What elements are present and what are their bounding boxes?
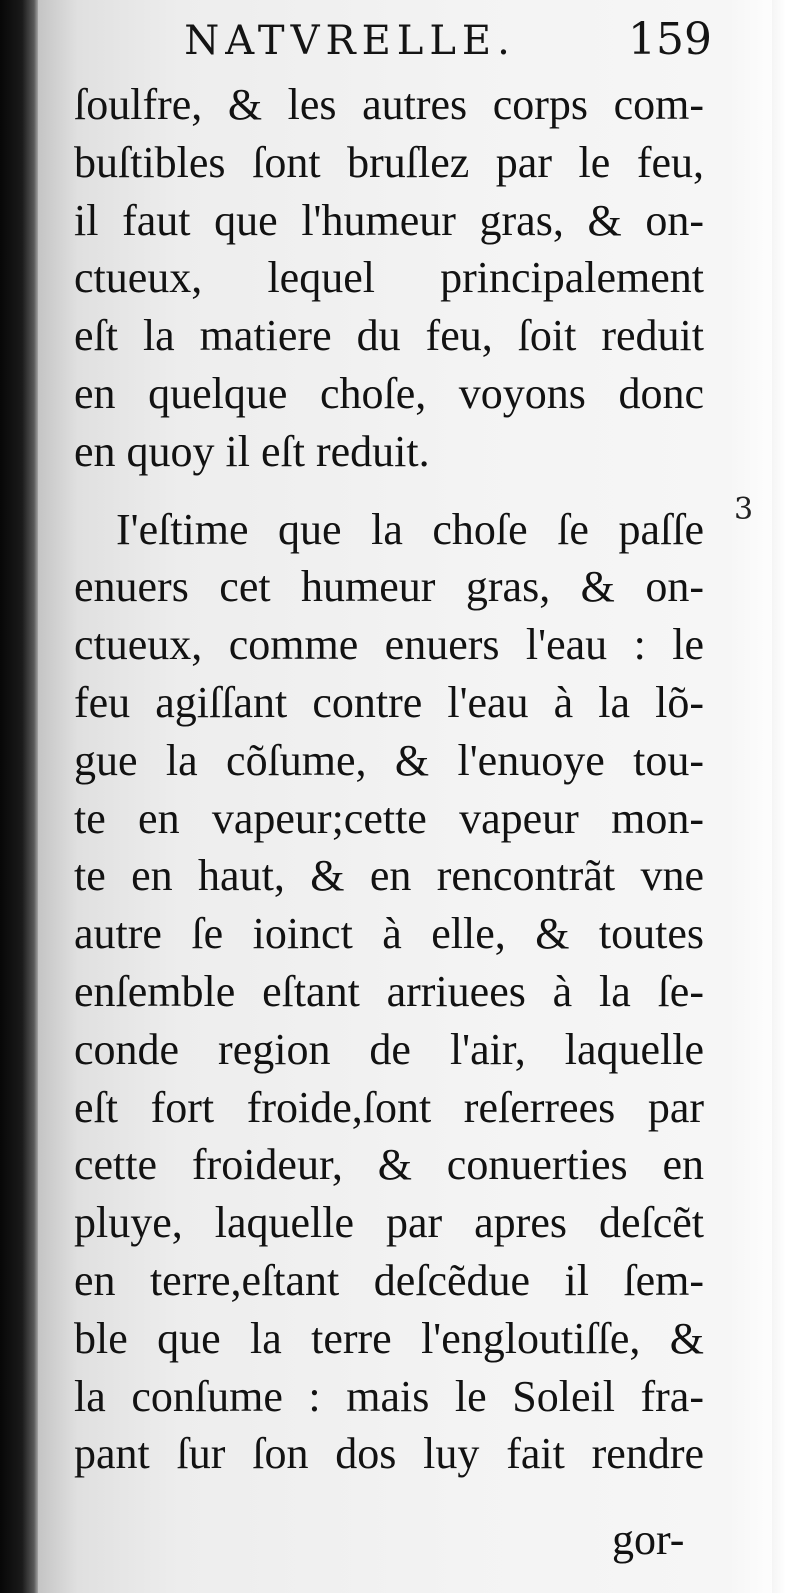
text-line: enuers cet humeur gras, & on-: [74, 562, 704, 612]
binding-gutter: [0, 0, 40, 1593]
text-line: ſoulfre, & les autres corps com-: [74, 80, 704, 129]
text-line: ble que la terre l'engloutiſſe, &: [74, 1313, 704, 1363]
text-line: eſt la matiere du feu, ſoit reduit: [74, 311, 704, 361]
running-head: NATVRELLE.: [184, 18, 516, 64]
text-line: gue la cõſume, & l'enuoye tou-: [74, 735, 704, 785]
marginal-note: 3: [734, 492, 754, 527]
text-line: en quoy il eſt reduit.: [74, 426, 430, 476]
page-number: 159: [628, 14, 712, 65]
text-line: buſtibles ſont bruſlez par le feu,: [74, 137, 704, 187]
text-line: eſt fort froide,ſont reſerrees par: [74, 1082, 704, 1132]
text-line: la conſume : mais le Soleil fra-: [74, 1371, 704, 1421]
text-line: en quelque choſe, voyons donc: [74, 368, 704, 418]
paragraph-gap: [74, 481, 704, 501]
text-line: autre ſe ioinct à elle, & toutes: [74, 909, 704, 959]
text-line: I'eſtime que la choſe ſe paſſe: [116, 504, 704, 554]
text-line: ctueux, comme enuers l'eau : le: [74, 620, 704, 670]
text-line: pant ſur ſon dos luy fait rendre: [74, 1429, 704, 1479]
page-fore-edge: [772, 0, 786, 1593]
text-line: te en vapeur;cette vapeur mon-: [74, 793, 704, 843]
catchword: gor-: [612, 1515, 685, 1564]
text-line: il faut que l'humeur gras, & on-: [74, 195, 704, 245]
text-line: enſemble eſtant arriuees à la ſe-: [74, 966, 704, 1016]
text-line: ctueux, lequel principalement: [74, 253, 704, 303]
text-line: cette froideur, & conuerties en: [74, 1140, 704, 1190]
text-line: conde region de l'air, laquelle: [74, 1024, 704, 1074]
text-line: en terre,eſtant deſcẽdue il ſem-: [74, 1255, 704, 1305]
text-line: te en haut, & en rencontrãt vne: [74, 851, 704, 901]
text-line: pluye, laquelle par apres deſcẽt: [74, 1198, 704, 1248]
text-line: feu agiſſant contre l'eau à la lõ-: [74, 677, 704, 727]
body-text: [74, 76, 704, 1483]
